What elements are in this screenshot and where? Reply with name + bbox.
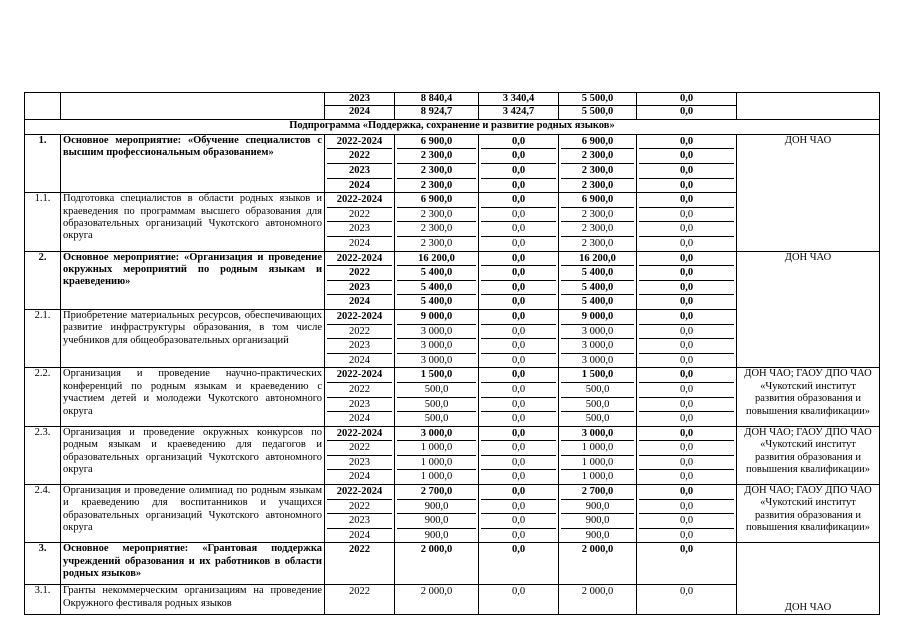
v1-line: 0,0 <box>481 339 556 354</box>
v3-line: 0,0 <box>639 398 734 413</box>
v1-line: 0,0 <box>511 471 526 483</box>
year-line: 2024 <box>349 179 370 191</box>
total-line: 2 300,0 <box>397 208 476 223</box>
total-line: 2 300,0 <box>420 237 453 249</box>
v2-line: 900,0 <box>561 500 634 515</box>
v1-column-cell <box>479 426 559 484</box>
v1-column-cell <box>479 585 559 615</box>
v3-line: 0,0 <box>639 514 734 529</box>
row-number: 2.1. <box>25 309 61 367</box>
continuation-row-2023 <box>25 93 880 106</box>
v3-line: 0,0 <box>639 164 734 179</box>
v1-line: 0,0 <box>511 544 526 556</box>
total-line: 3 000,0 <box>397 339 476 354</box>
v2-line: 6 900,0 <box>561 193 634 208</box>
total-line: 2 300,0 <box>397 222 476 237</box>
v1-cell: 3 424,7 <box>479 106 559 119</box>
total-column-cell <box>395 368 479 426</box>
v3-cell: 0,0 <box>637 93 737 106</box>
name-cell <box>61 93 325 120</box>
v3-line: 0,0 <box>639 149 734 164</box>
year-line: 2024 <box>349 413 370 425</box>
v1-line: 0,0 <box>481 485 556 500</box>
activity-name: Организация и проведение научно-практических конференций по родным языкам и краеведению с участием детей и молодежи Чукотского автономного округа <box>61 368 325 426</box>
v1-line: 0,0 <box>481 135 556 150</box>
v1-column-cell <box>479 485 559 543</box>
v3-line: 0,0 <box>639 456 734 471</box>
total-line: 2 000,0 <box>420 544 453 556</box>
activity-row <box>25 485 880 543</box>
years-column-cell <box>325 585 395 615</box>
years-column-cell <box>325 485 395 543</box>
total-line: 6 900,0 <box>397 193 476 208</box>
v3-line: 0,0 <box>679 529 694 541</box>
v3-line: 0,0 <box>639 222 734 237</box>
total-line: 6 900,0 <box>397 135 476 150</box>
v1-line: 0,0 <box>481 208 556 223</box>
v1-line: 0,0 <box>511 413 526 425</box>
v3-column-cell <box>637 485 737 543</box>
v3-column-cell <box>637 368 737 426</box>
v3-line: 0,0 <box>679 354 694 366</box>
total-line: 500,0 <box>397 383 476 398</box>
v2-line: 1 000,0 <box>561 441 634 456</box>
v1-line: 0,0 <box>511 179 526 191</box>
v2-line: 2 300,0 <box>561 208 634 223</box>
v1-line: 0,0 <box>481 368 556 383</box>
years-column-cell <box>325 193 395 251</box>
year-line: 2022 <box>327 500 392 515</box>
v3-line: 0,0 <box>639 310 734 325</box>
year-line: 2022 <box>327 266 392 281</box>
v1-line: 0,0 <box>481 514 556 529</box>
v2-column-cell <box>559 251 637 309</box>
v1-line: 0,0 <box>481 325 556 340</box>
v2-line: 1 000,0 <box>561 456 634 471</box>
total-line: 9 000,0 <box>397 310 476 325</box>
year-line: 2024 <box>349 296 370 308</box>
v2-line: 2 300,0 <box>581 179 614 191</box>
v3-line: 0,0 <box>639 281 734 296</box>
year-line: 2022-2024 <box>327 427 392 442</box>
year-line: 2022-2024 <box>327 135 392 150</box>
activity-name: Приобретение материальных ресурсов, обеспечивающих развитие инфраструктуры образования, в том числе учебников для общеобразовательных организаций <box>61 309 325 367</box>
total-line: 1 500,0 <box>397 368 476 383</box>
v1-column-cell <box>479 193 559 251</box>
total-line: 1 000,0 <box>420 471 453 483</box>
executor-cell: ДОН ЧАО <box>737 134 880 251</box>
v3-line: 0,0 <box>679 237 694 249</box>
v3-line: 0,0 <box>639 368 734 383</box>
v1-column-cell <box>479 134 559 192</box>
total-line: 900,0 <box>397 500 476 515</box>
v1-line: 0,0 <box>511 586 526 598</box>
v3-line: 0,0 <box>639 325 734 340</box>
year-line: 2022-2024 <box>327 252 392 267</box>
v2-line: 2 000,0 <box>581 586 614 598</box>
v1-cell: 3 340,4 <box>479 93 559 106</box>
v3-line: 0,0 <box>639 427 734 442</box>
v3-line: 0,0 <box>679 179 694 191</box>
v2-line: 2 300,0 <box>561 222 634 237</box>
v2-line: 2 300,0 <box>561 164 634 179</box>
year-line: 2023 <box>327 281 392 296</box>
v1-line: 0,0 <box>481 398 556 413</box>
executor-cell: ДОН ЧАО <box>737 251 880 368</box>
v3-line: 0,0 <box>639 266 734 281</box>
activity-name: Гранты некоммерческим организациям на проведение Окружного фестиваля родных языков <box>61 585 325 615</box>
year-line: 2024 <box>349 237 370 249</box>
v1-line: 0,0 <box>481 193 556 208</box>
v3-column-cell <box>637 193 737 251</box>
total-column-cell <box>395 543 479 585</box>
v1-line: 0,0 <box>481 252 556 267</box>
year-line: 2022 <box>327 149 392 164</box>
total-cell: 8 840,4 <box>395 93 479 106</box>
activity-name: Основное мероприятие: «Грантовая поддержка учреждений образования и их работников в области родных языков» <box>61 543 325 585</box>
v3-line: 0,0 <box>639 383 734 398</box>
v3-line: 0,0 <box>679 413 694 425</box>
v2-column-cell <box>559 485 637 543</box>
year-line: 2023 <box>327 514 392 529</box>
v2-column-cell <box>559 426 637 484</box>
v1-line: 0,0 <box>481 310 556 325</box>
total-line: 5 400,0 <box>397 281 476 296</box>
years-column-cell <box>325 543 395 585</box>
total-line: 2 000,0 <box>420 586 453 598</box>
v1-line: 0,0 <box>481 222 556 237</box>
total-column-cell <box>395 485 479 543</box>
v1-line: 0,0 <box>481 500 556 515</box>
executor-cell: ДОН ЧАО; ГАОУ ДПО ЧАО «Чукотский институт развития образования и повышения квалификации» <box>737 368 880 426</box>
v3-line: 0,0 <box>639 339 734 354</box>
v3-column-cell <box>637 426 737 484</box>
v2-line: 3 000,0 <box>561 325 634 340</box>
row-number: 3.1. <box>25 585 61 615</box>
total-column-cell <box>395 251 479 309</box>
year-line: 2022-2024 <box>327 310 392 325</box>
total-column-cell <box>395 426 479 484</box>
subprogram-header-row <box>25 119 880 134</box>
v2-line: 900,0 <box>585 529 610 541</box>
total-cell: 8 924,7 <box>395 106 479 119</box>
total-line: 2 700,0 <box>397 485 476 500</box>
v2-column-cell <box>559 585 637 615</box>
activity-row <box>25 134 880 192</box>
year-line: 2024 <box>349 529 370 541</box>
v2-line: 500,0 <box>585 413 610 425</box>
activity-row <box>25 543 880 585</box>
v2-cell: 5 500,0 <box>559 106 637 119</box>
subprogram-title: Подпрограмма «Поддержка, сохранение и развитие родных языков» <box>25 119 880 134</box>
activity-name: Организация и проведение окружных конкурсов по родным языкам и краеведению для педагогов и образовательных организаций Чукотского автономного округа <box>61 426 325 484</box>
v2-line: 5 400,0 <box>561 281 634 296</box>
total-column-cell <box>395 309 479 367</box>
v2-line: 5 400,0 <box>561 266 634 281</box>
v1-column-cell <box>479 251 559 309</box>
v3-line: 0,0 <box>679 586 694 598</box>
years-column-cell <box>325 368 395 426</box>
row-number: 2. <box>25 251 61 309</box>
v2-cell: 5 500,0 <box>559 93 637 106</box>
v1-line: 0,0 <box>481 281 556 296</box>
row-number: 1.1. <box>25 193 61 251</box>
v1-line: 0,0 <box>481 441 556 456</box>
v3-line: 0,0 <box>679 471 694 483</box>
v1-column-cell <box>479 309 559 367</box>
total-line: 900,0 <box>424 529 449 541</box>
v1-line: 0,0 <box>511 529 526 541</box>
year-cell: 2024 <box>325 106 395 119</box>
total-line: 2 300,0 <box>397 149 476 164</box>
years-column-cell <box>325 251 395 309</box>
years-column-cell <box>325 134 395 192</box>
v2-line: 6 900,0 <box>561 135 634 150</box>
v1-line: 0,0 <box>481 427 556 442</box>
activity-name: Подготовка специалистов в области родных языков и краеведения по программам высшего образования для образовательных организаций Чукотского автономного округа <box>61 193 325 251</box>
year-line: 2023 <box>327 398 392 413</box>
executor-cell: ДОН ЧАО; ГАОУ ДПО ЧАО «Чукотский институт развития образования и повышения квалификации» <box>737 426 880 484</box>
exec-cell <box>737 93 880 120</box>
v2-column-cell <box>559 543 637 585</box>
v2-line: 2 000,0 <box>581 544 614 556</box>
program-table <box>24 92 880 615</box>
v2-line: 16 200,0 <box>561 252 634 267</box>
v1-line: 0,0 <box>511 296 526 308</box>
row-number: 2.3. <box>25 426 61 484</box>
v1-line: 0,0 <box>481 383 556 398</box>
v3-line: 0,0 <box>639 485 734 500</box>
total-line: 3 000,0 <box>420 354 453 366</box>
row-number: 1. <box>25 134 61 192</box>
v2-column-cell <box>559 193 637 251</box>
activity-name: Организация и проведение олимпиад по родным языкам и краеведению для воспитанников и учащихся образовательных организаций Чукотского автономного округа <box>61 485 325 543</box>
v2-line: 900,0 <box>561 514 634 529</box>
v2-line: 1 000,0 <box>581 471 614 483</box>
activity-row <box>25 426 880 484</box>
v1-line: 0,0 <box>511 354 526 366</box>
v3-line: 0,0 <box>639 441 734 456</box>
v2-line: 2 300,0 <box>561 149 634 164</box>
year-line: 2023 <box>327 164 392 179</box>
year-line: 2023 <box>327 339 392 354</box>
v2-line: 1 500,0 <box>561 368 634 383</box>
v2-line: 2 700,0 <box>561 485 634 500</box>
year-line: 2022-2024 <box>327 193 392 208</box>
v3-line: 0,0 <box>679 544 694 556</box>
v1-line: 0,0 <box>511 237 526 249</box>
v1-column-cell <box>479 543 559 585</box>
years-column-cell <box>325 426 395 484</box>
v3-cell: 0,0 <box>637 106 737 119</box>
years-column-cell <box>325 309 395 367</box>
v2-line: 3 000,0 <box>561 427 634 442</box>
v2-line: 500,0 <box>561 383 634 398</box>
v3-line: 0,0 <box>679 296 694 308</box>
v1-line: 0,0 <box>481 456 556 471</box>
total-line: 1 000,0 <box>397 441 476 456</box>
total-line: 900,0 <box>397 514 476 529</box>
year-line: 2022 <box>349 586 370 598</box>
row-number: 2.4. <box>25 485 61 543</box>
total-line: 3 000,0 <box>397 325 476 340</box>
year-cell: 2023 <box>325 93 395 106</box>
v3-column-cell <box>637 309 737 367</box>
total-line: 500,0 <box>424 413 449 425</box>
executor-cell: ДОН ЧАО <box>737 543 880 615</box>
total-line: 5 400,0 <box>420 296 453 308</box>
total-line: 2 300,0 <box>397 164 476 179</box>
row-number: 3. <box>25 543 61 585</box>
row-number: 2.2. <box>25 368 61 426</box>
activity-name: Основное мероприятие: «Организация и проведение окружных мероприятий по родным языкам и краеведению» <box>61 251 325 309</box>
year-line: 2023 <box>327 222 392 237</box>
v2-line: 9 000,0 <box>561 310 634 325</box>
total-line: 5 400,0 <box>397 266 476 281</box>
v3-column-cell <box>637 585 737 615</box>
year-line: 2022 <box>327 383 392 398</box>
v3-line: 0,0 <box>639 208 734 223</box>
v2-line: 3 000,0 <box>581 354 614 366</box>
v2-line: 5 400,0 <box>581 296 614 308</box>
v1-column-cell <box>479 368 559 426</box>
v2-column-cell <box>559 134 637 192</box>
total-line: 16 200,0 <box>397 252 476 267</box>
total-line: 2 300,0 <box>420 179 453 191</box>
v2-line: 3 000,0 <box>561 339 634 354</box>
total-column-cell <box>395 134 479 192</box>
v3-line: 0,0 <box>639 193 734 208</box>
v1-line: 0,0 <box>481 149 556 164</box>
total-line: 500,0 <box>397 398 476 413</box>
year-line: 2022 <box>327 208 392 223</box>
year-line: 2023 <box>327 456 392 471</box>
total-column-cell <box>395 585 479 615</box>
v1-line: 0,0 <box>481 164 556 179</box>
year-line: 2022-2024 <box>327 485 392 500</box>
v2-column-cell <box>559 309 637 367</box>
total-line: 1 000,0 <box>397 456 476 471</box>
v2-line: 500,0 <box>561 398 634 413</box>
activity-row <box>25 368 880 426</box>
year-line: 2022-2024 <box>327 368 392 383</box>
v3-line: 0,0 <box>639 500 734 515</box>
total-column-cell <box>395 193 479 251</box>
v2-line: 2 300,0 <box>581 237 614 249</box>
activity-row <box>25 251 880 309</box>
year-line: 2022 <box>349 544 370 556</box>
v3-column-cell <box>637 134 737 192</box>
v3-column-cell <box>637 543 737 585</box>
total-line: 3 000,0 <box>397 427 476 442</box>
v3-line: 0,0 <box>639 135 734 150</box>
num-cell <box>25 93 61 120</box>
year-line: 2024 <box>349 471 370 483</box>
activity-name: Основное мероприятие: «Обучение специалистов с высшим профессиональным образованием» <box>61 134 325 192</box>
v1-line: 0,0 <box>481 266 556 281</box>
year-line: 2022 <box>327 441 392 456</box>
v3-column-cell <box>637 251 737 309</box>
year-line: 2024 <box>349 354 370 366</box>
executor-cell: ДОН ЧАО; ГАОУ ДПО ЧАО «Чукотский институт развития образования и повышения квалификации» <box>737 485 880 543</box>
v2-column-cell <box>559 368 637 426</box>
v3-line: 0,0 <box>639 252 734 267</box>
year-line: 2022 <box>327 325 392 340</box>
